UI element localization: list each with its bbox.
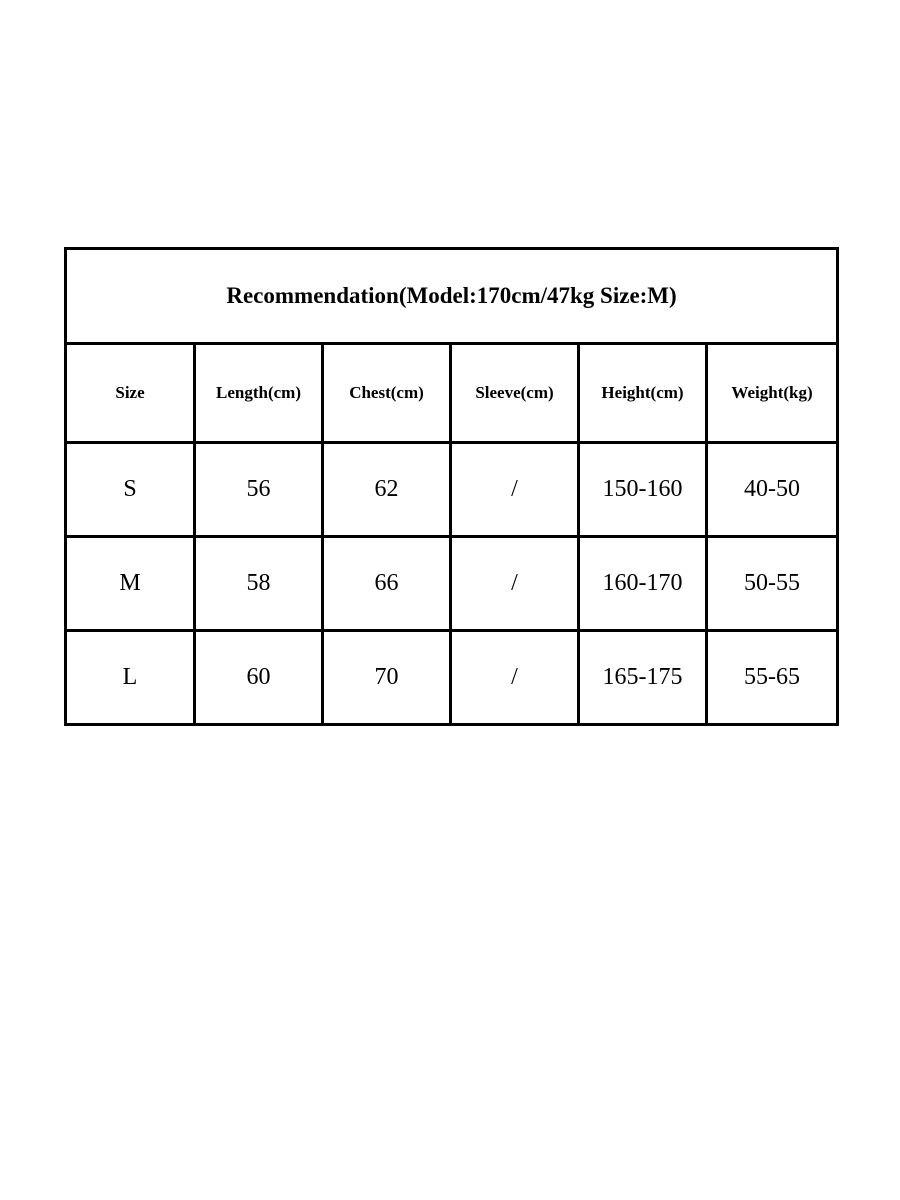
cell-weight: 55-65 [707, 631, 838, 725]
cell-size: S [66, 443, 195, 537]
column-header-height: Height(cm) [579, 344, 707, 443]
cell-length: 58 [195, 537, 323, 631]
cell-height: 165-175 [579, 631, 707, 725]
cell-length: 56 [195, 443, 323, 537]
column-header-size: Size [66, 344, 195, 443]
size-chart-table [64, 247, 839, 726]
cell-size: M [66, 537, 195, 631]
cell-weight: 50-55 [707, 537, 838, 631]
table-title: Recommendation(Model:170cm/47kg Size:M) [66, 249, 838, 344]
cell-chest: 70 [323, 631, 451, 725]
table-row [66, 537, 838, 631]
column-header-length: Length(cm) [195, 344, 323, 443]
cell-sleeve: / [451, 537, 579, 631]
table-title-row [66, 249, 838, 344]
cell-length: 60 [195, 631, 323, 725]
cell-sleeve: / [451, 443, 579, 537]
cell-weight: 40-50 [707, 443, 838, 537]
cell-height: 160-170 [579, 537, 707, 631]
cell-sleeve: / [451, 631, 579, 725]
column-header-weight: Weight(kg) [707, 344, 838, 443]
cell-height: 150-160 [579, 443, 707, 537]
cell-chest: 66 [323, 537, 451, 631]
table-row [66, 631, 838, 725]
cell-size: L [66, 631, 195, 725]
table-header-row [66, 344, 838, 443]
column-header-sleeve: Sleeve(cm) [451, 344, 579, 443]
column-header-chest: Chest(cm) [323, 344, 451, 443]
table-row [66, 443, 838, 537]
cell-chest: 62 [323, 443, 451, 537]
